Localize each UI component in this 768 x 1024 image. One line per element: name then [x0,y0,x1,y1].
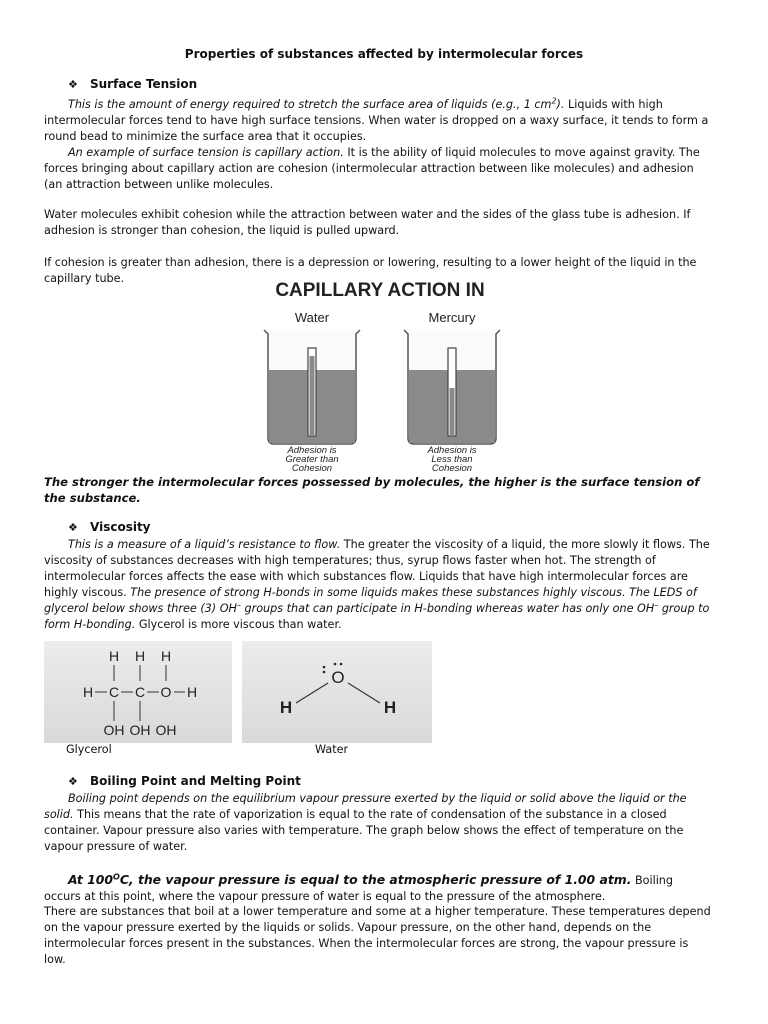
heading-boiling-point [68,774,301,788]
glycerol-oh-3: OH [155,722,177,738]
paragraph-capillary-action: An example of surface tension is capillary action. It is the ability of liquid molecules to move against gravity. The forces bringing about capillary action are cohesion (intermolecular attraction between like molecules) and adhesion (an attraction between unlike molecules. [44,146,700,191]
glycerol-right-h: H [186,684,198,700]
paragraph-vapour-pressure-100c: At $100^OC$, the vapour pressure is equal to the atmospheric pressure of 1.00 atm. Boiling occurs at this point, where the vapour pressure of water is equal to the pressure of the atmosphere. [44,872,673,903]
glycerol-top-h-1: H [108,648,120,664]
glycerol-structure-figure [44,641,232,743]
paragraph-boiling-point: Boiling point depends on the equilibrium vapour pressure exerted by the liquid or solid above the liquid or the solid. This means that the rate of vaporization is equal to the rate of condensation of the substance in a closed container. Vapour pressure also varies with temperature. The graph below shows the effect of temperature on the vapour pressure of water. [44,792,687,853]
conclusion-surface-tension: The stronger the intermolecular forces possessed by molecules, the higher is the surface tension of the substance. [44,475,700,505]
heading-surface-tension [68,77,197,91]
glycerol-oh-1: OH [103,722,125,738]
capillary-action-figure [240,274,520,476]
paragraph-boiling-temperatures: There are substances that boil at a lower temperature and some at a higher temperature. These temperatures depend on the vapour pressure exerted by the liquids or solids. Vapour pressure, on the other hand, depends on the intermolecular forces present in the substances. When the intermolecular forces are strong, the vapour pressure is low. [44,905,711,966]
glycerol-oh-2: OH [129,722,151,738]
glycerol-caption: Glycerol [66,743,112,756]
water-structure-figure [242,641,432,743]
heading-viscosity [68,520,151,534]
heading-text: Boiling Point and Melting Point [90,774,301,788]
diamond-bullet-icon: ❖ [68,78,78,91]
water-hydrogen-right: H [383,698,397,717]
diamond-bullet-icon: ❖ [68,775,78,788]
paragraph-cohesion-adhesion: Water molecules exhibit cohesion while the attraction between water and the sides of the glass tube is adhesion. If adhesion is stronger than cohesion, the liquid is pulled upward. [44,208,691,237]
water-oxygen: O [331,668,345,687]
paragraph-viscosity: This is a measure of a liquid’s resistance to flow. The greater the viscosity of a liquid, the more slowly it flows. The viscosity of substances decreases with high temperatures; thus, syrup flows faster when hot. The strength of intermolecular forces affects the ease with which substances flow. Liquids that have high intermolecular forces are highly viscous. The presence of strong H-bonds in some liquids makes these substances highly viscous. The LEDS of glycerol below shows three (3) OH– groups that can participate in H-bonding whereas water has only one OH– group to form H-bonding. Glycerol is more viscous than water. [44,538,710,631]
mercury-label: Mercury [428,310,476,325]
mercury-caption-line-2: Less than [431,454,473,465]
heading-text: Viscosity [90,520,151,534]
glycerol-top-h-3: H [160,648,172,664]
glycerol-carbon-2: C [134,684,146,700]
water-label: Water [294,310,330,325]
mercury-column [450,388,455,436]
glycerol-carbon-1: C [108,684,120,700]
figure-title: CAPILLARY ACTION IN [275,280,485,301]
mercury-caption-line-3: Cohesion [431,463,473,474]
glycerol-top-h-2: H [134,648,146,664]
glycerol-left-h: H [82,684,94,700]
diamond-bullet-icon: ❖ [68,521,78,534]
mercury-beaker [404,330,500,444]
water-caption-line-1: Adhesion is [287,445,337,456]
water-column [310,356,315,436]
water-hydrogen-left: H [279,698,293,717]
glycerol-oxygen: O [160,684,172,700]
paragraph-surface-tension-definition: This is the amount of energy required to stretch the surface area of liquids (e.g., 1 $cm^2$). Liquids with high intermolecular forces tend to have high surface tensions. When water is dropped on a waxy surface, it tends to form a round bead to minimize the surface area that it occupies. [44,96,709,143]
water-caption: Water [315,743,349,756]
water-beaker [264,330,360,444]
water-caption-line-2: Greater than [285,454,339,465]
paragraph-depression: If cohesion is greater than adhesion, there is a depression or lowering, resulting to a lower height of the liquid in the capillary tube. [44,256,697,285]
heading-text: Surface Tension [90,77,198,91]
mercury-caption-line-1: Adhesion is [427,445,477,456]
page-title: Properties of substances affected by intermolecular forces [184,47,584,61]
water-caption-line-3: Cohesion [291,463,333,474]
